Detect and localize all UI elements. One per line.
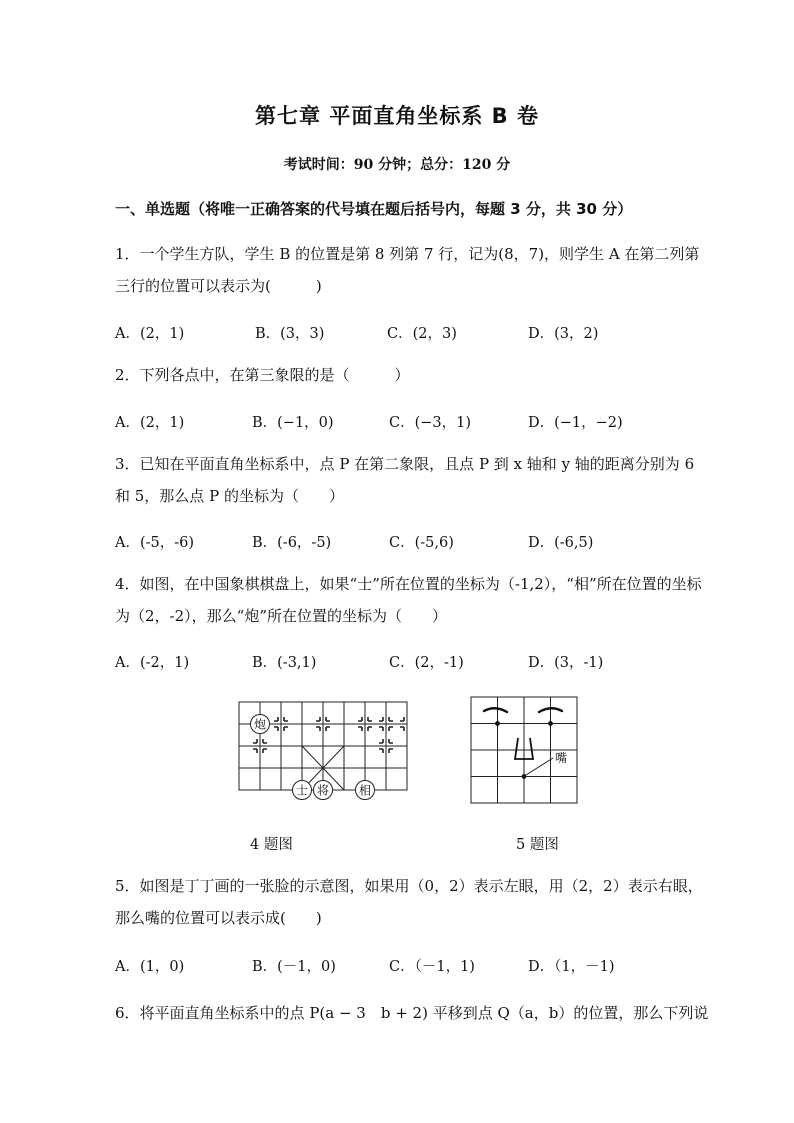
right-eye <box>548 721 553 726</box>
option-b: B．(3，3) <box>255 326 325 342</box>
shi-label: 士 <box>295 783 309 798</box>
question-4: 4．如图，在中国象棋棋盘上，如果“士”所在位置的坐标为（-1,2），“相”所在位置的坐标为（2，-2），那么“炮”所在位置的坐标为（ ） <box>115 575 702 625</box>
option-c: C．(−3，1) <box>389 415 472 431</box>
jiang-label: 将 <box>316 783 330 798</box>
question-4-options <box>115 651 710 675</box>
option-b: B．(−1，0) <box>252 415 334 431</box>
face-grid-figure <box>465 692 580 810</box>
option-a: A．(1，0) <box>115 959 185 975</box>
page-title: 第七章 平面直角坐标系 B 卷 <box>255 104 539 128</box>
option-d: D．(−1，−2) <box>528 415 623 431</box>
figure-4-caption: 4 题图 <box>250 837 293 853</box>
option-c: C．（－1，1) <box>389 959 475 975</box>
option-a: A．(2，1) <box>115 415 185 431</box>
section-heading: 一、单选题（将唯一正确答案的代号填在题后括号内，每题 3 分，共 30 分） <box>115 200 633 218</box>
chess-piece-jiang <box>314 781 333 800</box>
question-2-options <box>115 411 710 435</box>
option-d: D．(-6,5) <box>528 535 594 551</box>
question-5: 5．如图是丁丁画的一张脸的示意图，如果用（0，2）表示左眼，用（2，2）表示右眼，那么嘴的位置可以表示成( ) <box>115 877 703 927</box>
xiang-label: 相 <box>358 783 372 798</box>
chess-piece-xiang <box>356 781 375 800</box>
question-3-options <box>115 531 710 555</box>
option-b: B．(－1，0) <box>252 959 336 975</box>
option-c: C．(-5,6) <box>389 535 454 551</box>
mouth-label: 嘴 <box>555 751 568 765</box>
mouth-point <box>522 774 527 779</box>
chess-piece-pao <box>251 715 270 734</box>
left-eye <box>495 721 500 726</box>
figure-5-caption: 5 题图 <box>516 837 559 853</box>
question-2: 2．下列各点中，在第三象限的是（ ） <box>115 366 410 384</box>
question-1-options <box>115 322 710 346</box>
option-c: C．(2，3) <box>387 326 457 342</box>
option-a: A．(2，1) <box>115 326 185 342</box>
option-b: B．(-3,1) <box>252 655 317 671</box>
question-3: 3．已知在平面直角坐标系中，点 P 在第二象限，且点 P 到 x 轴和 y 轴的距离分别为 6 和 5，那么点 P 的坐标为（ ） <box>115 455 695 505</box>
chess-board-figure <box>230 695 415 805</box>
option-a: A．(-2，1) <box>115 655 190 671</box>
chess-piece-shi <box>293 781 312 800</box>
option-d: D．(3，-1) <box>528 655 604 671</box>
question-1: 1．一个学生方队，学生 B 的位置是第 8 列第 7 行，记为(8，7)，则学生 A 在第二列第三行的位置可以表示为( ) <box>115 245 700 295</box>
exam-info: 考试时间：90 分钟；总分：120 分 <box>283 157 511 173</box>
option-b: B．(-6，-5) <box>252 535 332 551</box>
option-a: A．(-5，-6) <box>115 535 195 551</box>
pao-label: 炮 <box>253 717 267 732</box>
option-d: D．(3，2) <box>528 326 599 342</box>
option-d: D．（1，－1) <box>528 959 615 975</box>
board-position-markers <box>253 717 404 753</box>
option-c: C．(2，-1) <box>389 655 464 671</box>
question-6: 6．将平面直角坐标系中的点 P(a − 3 b + 2) 平移到点 Q（a，b）的位置，那么下列说 <box>115 1004 709 1022</box>
question-5-options <box>115 955 710 979</box>
